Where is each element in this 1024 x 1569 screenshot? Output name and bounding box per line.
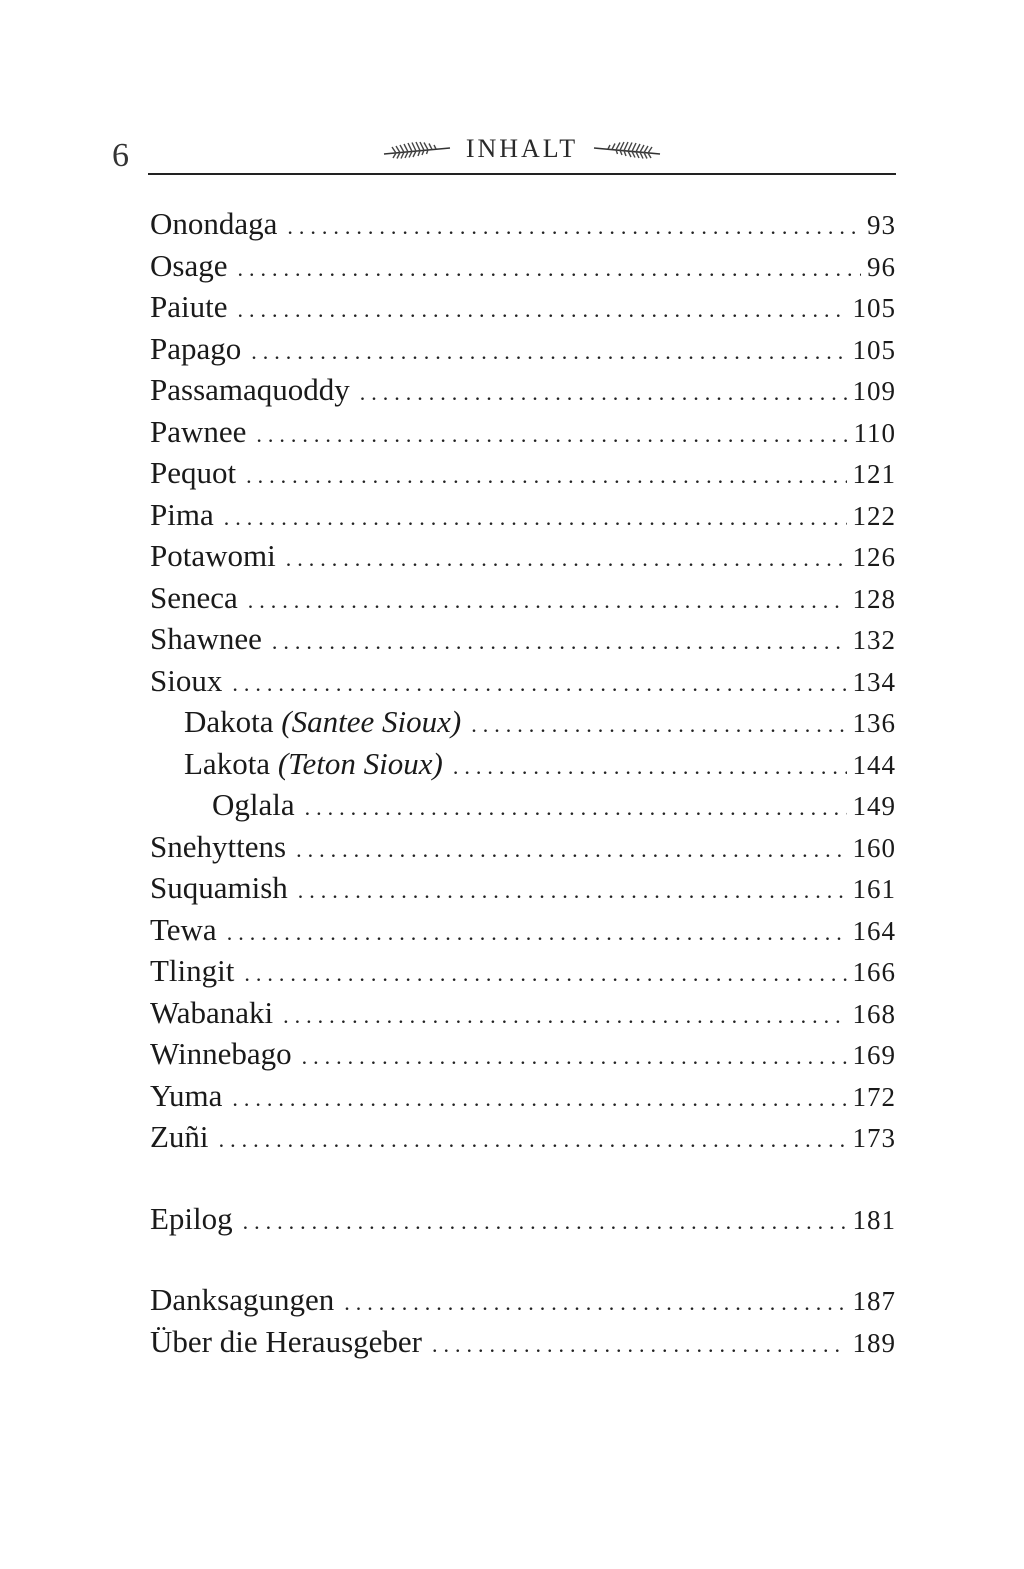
toc-entry-title: Shawnee: [150, 621, 262, 656]
feather-ornament-right-icon: [592, 137, 662, 161]
toc-entry-page-number: 166: [852, 957, 896, 987]
toc-entry-page-number: 136: [852, 708, 896, 738]
toc-entry[interactable]: [150, 912, 896, 954]
toc-entry[interactable]: [150, 1324, 896, 1366]
header-rule-divider: [148, 173, 896, 175]
toc-entry-title: Über die Herausgeber: [150, 1323, 422, 1359]
toc-entry-title: Sioux: [150, 662, 223, 698]
toc-dot-leader: [219, 1127, 847, 1153]
toc-entry-page-number: 110: [853, 417, 896, 448]
toc-entry-page-number: 173: [852, 1123, 896, 1153]
toc-entry-page-number: 105: [852, 334, 896, 365]
toc-entry-label: [150, 621, 262, 657]
toc-entry-title: Onondaga: [150, 206, 278, 241]
toc-entry-title: Oglala: [212, 787, 295, 822]
toc-dot-leader: [287, 214, 861, 240]
toc-entry-title: Winnebago: [150, 1036, 292, 1071]
toc-entry-page-number: 187: [852, 1286, 896, 1316]
toc-entry[interactable]: [150, 580, 896, 622]
toc-entry-label: [212, 787, 295, 823]
toc-dot-leader: [246, 463, 846, 489]
toc-entry[interactable]: [150, 870, 896, 912]
toc-entry-title: Pima: [150, 496, 214, 532]
toc-entry-page-number: 93: [867, 210, 896, 240]
toc-entry-label: [150, 829, 286, 865]
toc-entry-label: [150, 995, 273, 1031]
toc-entry-subtitle: (Santee Sioux): [281, 704, 462, 739]
toc-dot-leader: [238, 297, 847, 323]
running-header: [148, 128, 896, 176]
toc-entry-page-number: 122: [852, 500, 896, 531]
toc-entry[interactable]: [150, 621, 896, 663]
toc-entry[interactable]: [150, 248, 896, 290]
toc-dot-leader: [232, 1086, 846, 1112]
header-title-group: [148, 134, 896, 164]
toc-entry-title: Pequot: [150, 455, 237, 490]
toc-entry[interactable]: [150, 663, 896, 705]
toc-entry-label: [150, 1324, 422, 1360]
toc-entry-label: [150, 1036, 292, 1072]
toc-entry-label: [184, 704, 461, 740]
toc-entry-label: [150, 870, 288, 906]
toc-dot-leader: [244, 961, 846, 987]
toc-entry-label: [150, 372, 350, 408]
toc-dot-leader: [224, 505, 847, 531]
toc-entry[interactable]: [150, 1036, 896, 1078]
toc-entry[interactable]: [150, 206, 896, 248]
toc-entry-label: [150, 1282, 334, 1318]
toc-entry[interactable]: [150, 995, 896, 1037]
toc-entry-label: [150, 455, 236, 491]
toc-entry-title: Osage: [150, 247, 228, 283]
toc-entry-page-number: 161: [852, 874, 896, 904]
toc-entry[interactable]: [150, 1078, 896, 1120]
toc-dot-leader: [232, 671, 846, 697]
toc-entry-title: Wabanaki: [150, 994, 274, 1030]
toc-entry-label: [150, 1119, 209, 1155]
toc-entry-title: Seneca: [150, 579, 238, 615]
toc-entry-page-number: 181: [852, 1204, 896, 1235]
feather-ornament-left-icon: [382, 137, 452, 161]
toc-entry-title: Tewa: [150, 911, 217, 947]
toc-entry-label: [150, 206, 277, 242]
toc-entry-page-number: 189: [852, 1327, 896, 1358]
toc-entry-label: [184, 746, 443, 782]
table-of-contents: [150, 206, 896, 1365]
toc-entry-label: [150, 912, 217, 948]
toc-entry-page-number: 164: [852, 915, 896, 946]
toc-dot-leader: [243, 1209, 847, 1235]
toc-entry[interactable]: [150, 787, 896, 829]
toc-entry-title: Dakota: [184, 704, 274, 739]
toc-entry-title: Zuñi: [150, 1119, 209, 1154]
toc-entry[interactable]: [150, 953, 896, 995]
toc-entry[interactable]: [150, 497, 896, 539]
toc-dot-leader: [248, 588, 847, 614]
toc-entry-page-number: 96: [867, 251, 896, 282]
toc-entry-title: Epilog: [150, 1200, 233, 1236]
toc-dot-leader: [298, 878, 847, 904]
toc-entry[interactable]: [150, 1282, 896, 1324]
toc-entry[interactable]: [150, 331, 896, 373]
toc-entry-title: Suquamish: [150, 870, 288, 905]
toc-entry-title: Pawnee: [150, 413, 247, 449]
toc-dot-leader: [237, 256, 861, 282]
toc-entry[interactable]: [150, 372, 896, 414]
toc-entry-label: [150, 580, 238, 616]
toc-entry-page-number: 109: [852, 376, 896, 406]
toc-entry-page-number: 160: [852, 832, 896, 863]
toc-dot-leader: [344, 1290, 846, 1316]
toc-entry[interactable]: [150, 538, 896, 580]
toc-dot-leader: [256, 422, 847, 448]
toc-dot-leader: [360, 380, 847, 406]
toc-entry-title: Potawomi: [150, 538, 276, 573]
toc-entry-title: Snehyttens: [150, 828, 287, 864]
running-header-title: INHALT: [465, 134, 579, 163]
toc-entry-title: Paiute: [150, 289, 228, 324]
toc-entry-label: [150, 331, 241, 367]
toc-entry-title: Papago: [150, 330, 242, 366]
toc-entry[interactable]: [150, 829, 896, 871]
toc-entry[interactable]: [150, 1201, 896, 1243]
toc-dot-leader: [296, 837, 846, 863]
toc-entry-title: Passamaquoddy: [150, 372, 350, 407]
toc-entry-page-number: 128: [852, 583, 896, 614]
toc-entry-label: [150, 1201, 233, 1237]
toc-entry-subtitle: (Teton Sioux): [277, 745, 443, 781]
toc-entry-title: Yuma: [150, 1077, 223, 1113]
toc-entry-page-number: 132: [852, 625, 896, 655]
toc-dot-leader: [302, 1044, 847, 1070]
toc-entry-label: [150, 663, 222, 699]
page-number: 6: [112, 137, 129, 174]
toc-entry-label: [150, 538, 276, 574]
toc-dot-leader: [453, 754, 847, 780]
toc-entry-page-number: 172: [852, 1081, 896, 1112]
toc-entry[interactable]: [150, 1119, 896, 1161]
toc-entry-page-number: 144: [852, 749, 896, 780]
toc-entry[interactable]: [150, 289, 896, 331]
toc-dot-leader: [227, 920, 847, 946]
toc-entry-label: [150, 289, 228, 325]
toc-entry-page-number: 134: [852, 666, 896, 697]
toc-dot-leader: [432, 1332, 847, 1358]
toc-entry-page-number: 168: [852, 998, 896, 1029]
toc-entry-title: Tlingit: [150, 953, 235, 988]
toc-entry-label: [150, 497, 214, 533]
toc-entry-label: [150, 953, 234, 989]
toc-dot-leader: [305, 795, 847, 821]
toc-entry-label: [150, 248, 227, 284]
toc-entry-page-number: 121: [852, 459, 896, 489]
toc-dot-leader: [286, 546, 847, 572]
toc-entry[interactable]: [150, 704, 896, 746]
toc-entry[interactable]: [150, 746, 896, 788]
toc-entry[interactable]: [150, 455, 896, 497]
toc-dot-leader: [251, 339, 846, 365]
toc-entry-label: [150, 414, 246, 450]
toc-dot-leader: [283, 1003, 846, 1029]
toc-entry-page-number: 149: [852, 791, 896, 821]
toc-entry[interactable]: [150, 414, 896, 456]
toc-entry-label: [150, 1078, 222, 1114]
toc-dot-leader: [471, 712, 846, 738]
toc-entry-page-number: 169: [852, 1040, 896, 1070]
toc-entry-page-number: 126: [852, 542, 896, 572]
toc-dot-leader: [272, 629, 847, 655]
toc-entry-title: Lakota: [184, 745, 271, 781]
toc-entry-title: Danksagungen: [150, 1282, 335, 1317]
toc-entry-page-number: 105: [852, 293, 896, 323]
